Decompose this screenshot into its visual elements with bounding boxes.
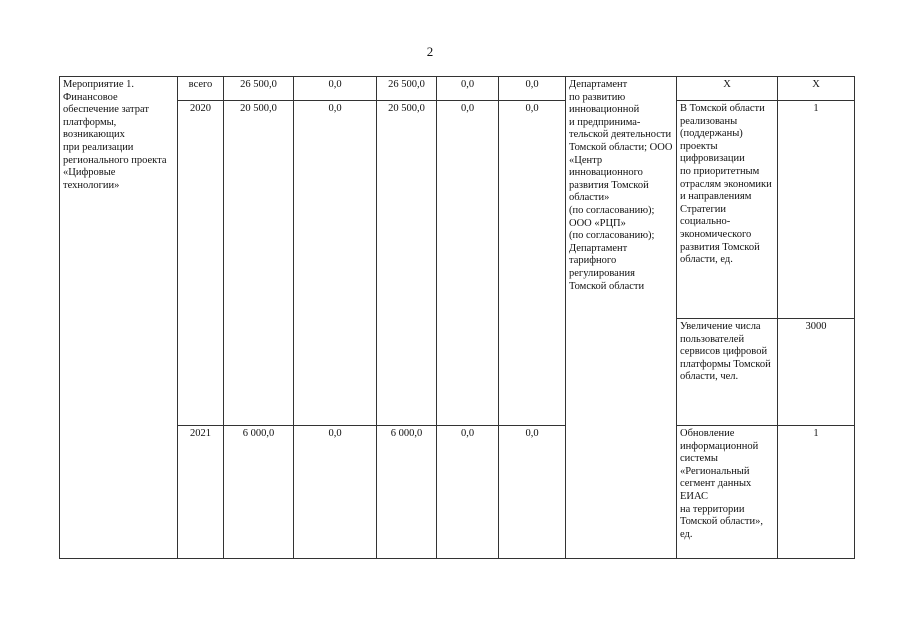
indicator-name: В Томской области реализованы (поддержаны) проекты цифровизации по приоритетным отраслям экономики и направлениям Стратегии социально-экономического развития Томской области, ед. <box>677 101 778 319</box>
amount-cell: 0,0 <box>437 77 499 101</box>
year-cell: 2021 <box>178 426 224 559</box>
amount-cell: 0,0 <box>437 426 499 559</box>
indicator-name: Обновление информационной системы «Региональный сегмент данных ЕИАС на территории Томской области», ед. <box>677 426 778 559</box>
total-cell: 26 500,0 <box>224 77 294 101</box>
year-cell: 2020 <box>178 101 224 426</box>
program-table <box>59 76 855 559</box>
year-cell: всего <box>178 77 224 101</box>
amount-cell: 0,0 <box>499 426 566 559</box>
amount-cell: 0,0 <box>294 101 377 426</box>
indicator-value: 1 <box>778 101 855 319</box>
total-cell: 20 500,0 <box>224 101 294 426</box>
event-title: Мероприятие 1. Финансовое обеспечение затрат платформы, возникающих при реализации регионального проекта «Цифровые технологии» <box>60 77 178 559</box>
amount-cell: 20 500,0 <box>377 101 437 426</box>
indicator-value: 1 <box>778 426 855 559</box>
indicator-name: Увеличение числа пользователей сервисов цифровой платформы Томской области, чел. <box>677 319 778 426</box>
total-cell: 6 000,0 <box>224 426 294 559</box>
amount-cell: 0,0 <box>499 101 566 426</box>
indicator-value: 3000 <box>778 319 855 426</box>
indicator-header: Х <box>677 77 778 101</box>
executors-cell: Департамент по развитию инновационной и предпринима- тельской деятельности Томской области; ООО «Центр инновационного развития Томской области» (по согласованию); ООО «РЦП» (по согласованию); Департамент тарифного регулирования Томской области <box>566 77 677 559</box>
value-header: Х <box>778 77 855 101</box>
amount-cell: 0,0 <box>499 77 566 101</box>
amount-cell: 0,0 <box>294 426 377 559</box>
amount-cell: 0,0 <box>437 101 499 426</box>
page-number: 2 <box>426 44 434 59</box>
table-row <box>60 426 855 559</box>
table-row <box>60 101 855 319</box>
table-row <box>60 77 855 101</box>
amount-cell: 26 500,0 <box>377 77 437 101</box>
amount-cell: 0,0 <box>294 77 377 101</box>
amount-cell: 6 000,0 <box>377 426 437 559</box>
